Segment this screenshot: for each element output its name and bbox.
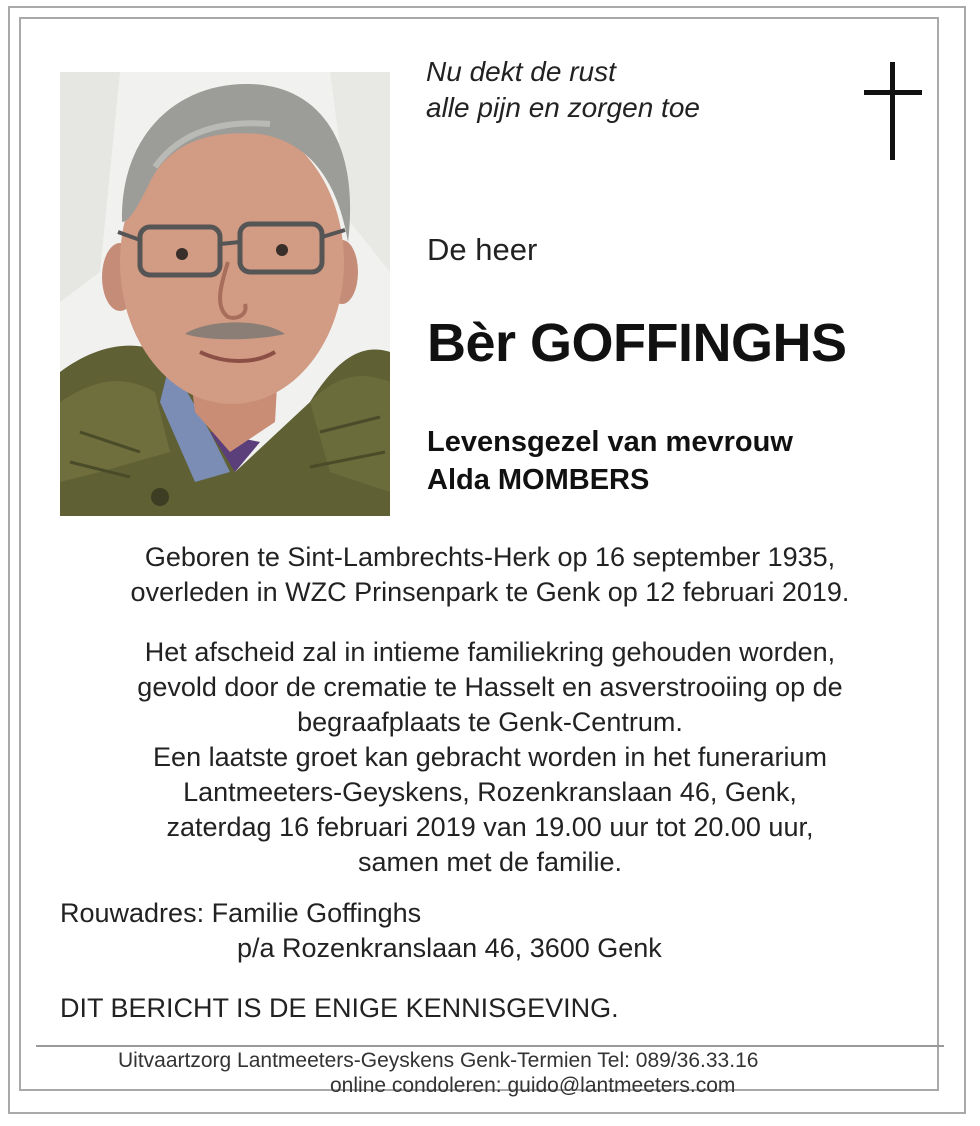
farewell-line: begraafplaats te Genk-Centrum. <box>297 707 683 737</box>
memorial-quote <box>426 54 700 126</box>
honorific-title: De heer <box>427 232 538 267</box>
footer-divider <box>36 1045 944 1047</box>
condolence-email: online condoleren: guido@lantmeeters.com <box>330 1074 736 1097</box>
latin-cross-icon <box>864 62 922 160</box>
birth-line: Geboren te Sint-Lambrechts-Herk op 16 september 1935, <box>144 542 836 572</box>
partner-line: Alda MOMBERS <box>427 464 650 496</box>
quote-line: alle pijn en zorgen toe <box>426 92 700 123</box>
mourning-address-label: Rouwadres: Familie Goffinghs <box>60 898 422 928</box>
farewell-line: gevold door de crematie te Hasselt en asverstrooiing op de <box>137 672 843 702</box>
farewell-line: Lantmeeters-Geyskens, Rozenkranslaan 46, Genk, <box>183 777 797 807</box>
farewell-line: zaterdag 16 februari 2019 van 19.00 uur tot 20.00 uur, <box>166 812 814 842</box>
funeral-home-contact: Uitvaartzorg Lantmeeters-Geyskens Genk-Termien Tel: 089/36.33.16 <box>118 1049 759 1072</box>
birth-death-info <box>40 540 940 610</box>
partner-info <box>427 423 793 499</box>
partner-line: Levensgezel van mevrouw <box>427 426 793 458</box>
mourning-address-line: p/a Rozenkranslaan 46, 3600 Genk <box>237 933 662 963</box>
farewell-line: samen met de familie. <box>357 847 623 877</box>
farewell-line: Het afscheid zal in intieme familiekring gehouden worden, <box>144 637 836 667</box>
sole-notice: DIT BERICHT IS DE ENIGE KENNISGEVING. <box>60 993 619 1023</box>
farewell-line: Een laatste groet kan gebracht worden in het funerarium <box>153 742 827 772</box>
deceased-name: Bèr GOFFINGHS <box>427 313 847 373</box>
farewell-info <box>40 635 940 880</box>
death-line: overleden in WZC Prinsenpark te Genk op 12 februari 2019. <box>130 577 850 607</box>
portrait-photo <box>60 72 390 516</box>
quote-line: Nu dekt de rust <box>426 56 616 87</box>
